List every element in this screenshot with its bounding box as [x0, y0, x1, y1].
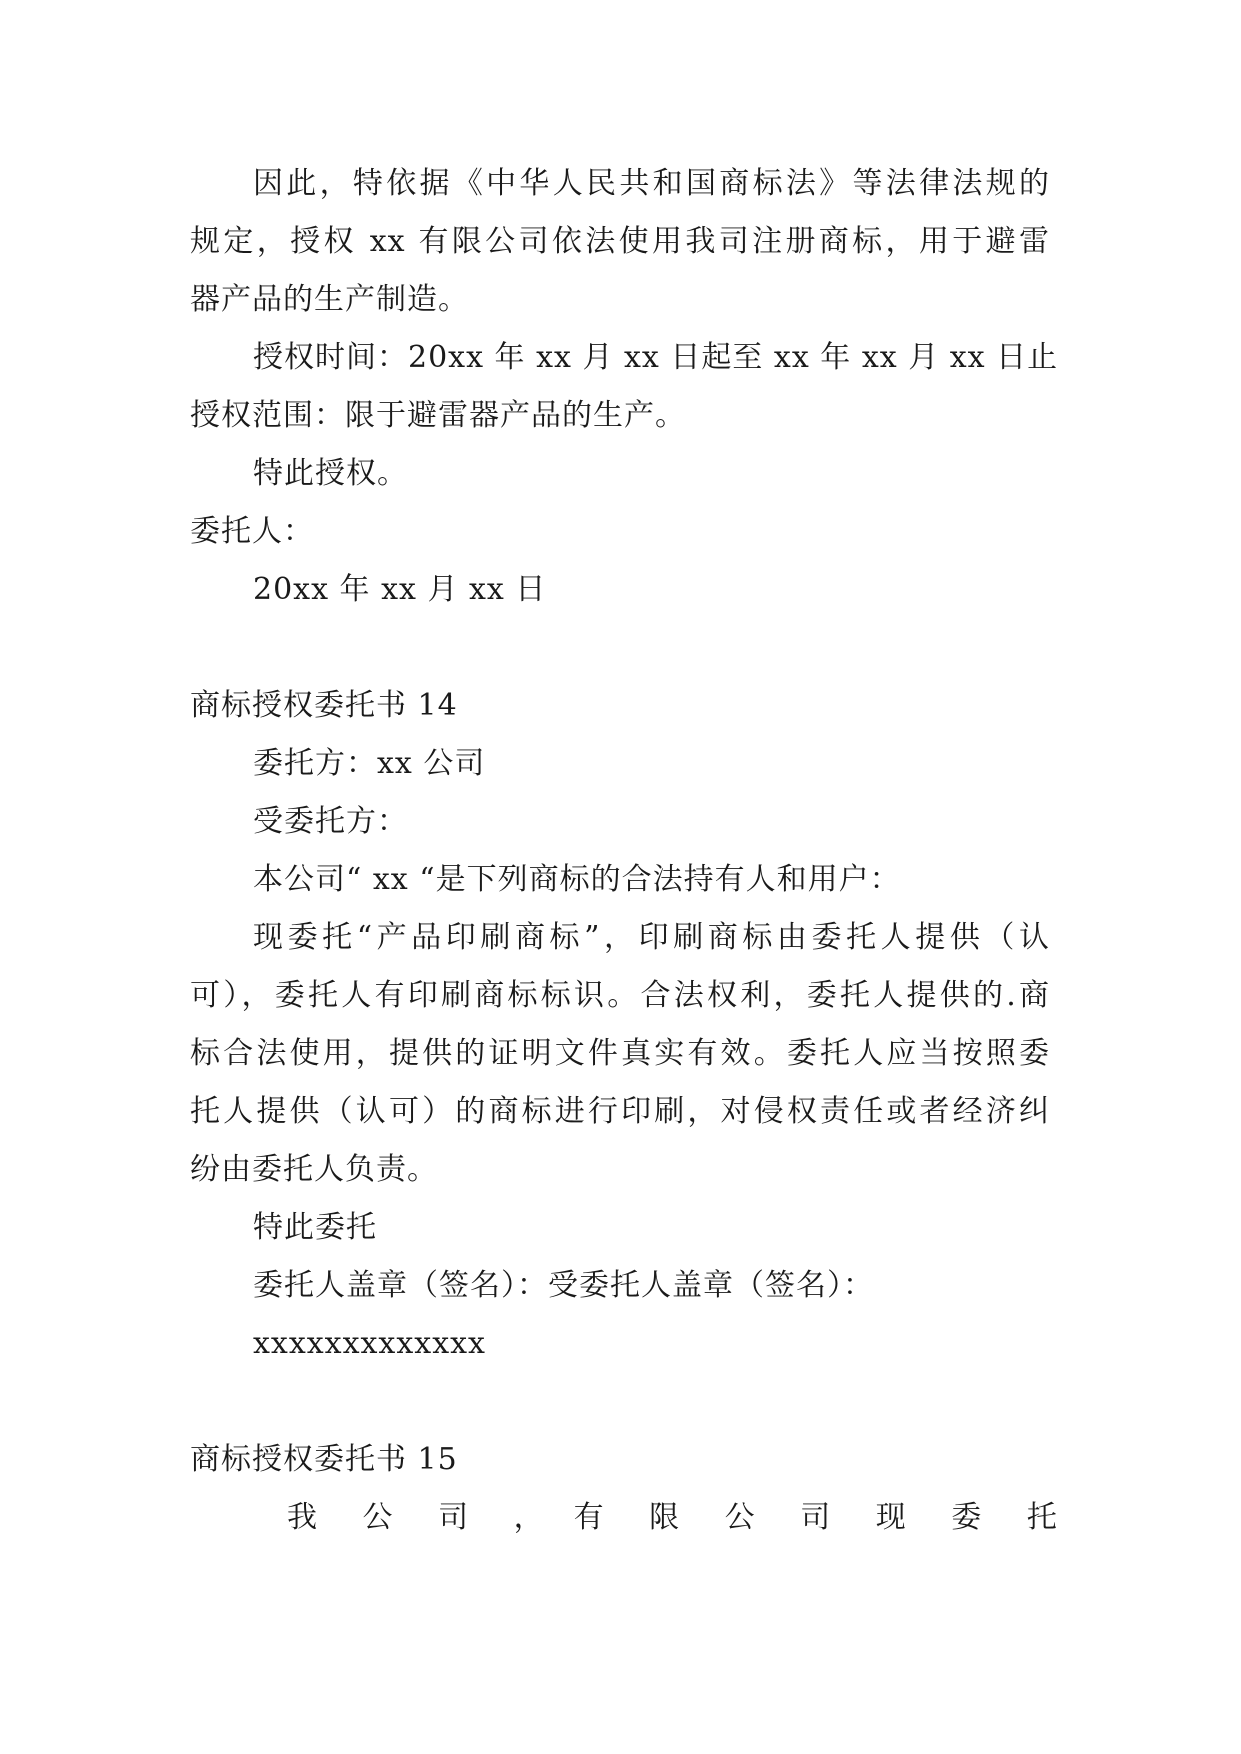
authorization-scope: 授权范围：限于避雷器产品的生产。	[190, 398, 686, 433]
agent-party: 受委托方：	[253, 804, 408, 839]
line-end-text: 有 限 公 司 现 委 托	[573, 1500, 1075, 1535]
principal-party: 委托方：xx 公司	[253, 746, 486, 781]
fill-in-line	[287, 1489, 1075, 1547]
closing-statement: 特此委托	[253, 1210, 377, 1245]
paragraph-line: 标合法使用，提供的证明文件真实有效。委托人应当按照委	[190, 1036, 1050, 1071]
paragraph-line: 可），委托人有印刷商标标识。合法权利，委托人提供的.商	[190, 978, 1050, 1013]
paragraph-line: 托人提供（认可）的商标进行印刷，对侵权责任或者经济纠	[190, 1094, 1050, 1129]
paragraph-line: 纷由委托人负责。	[190, 1152, 438, 1187]
section-title: 商标授权委托书 15	[190, 1442, 458, 1477]
paragraph-line: 现委托“产品印刷商标”，印刷商标由委托人提供（认	[253, 920, 1050, 955]
section-title: 商标授权委托书 14	[190, 688, 458, 723]
ownership-statement: 本公司“ xx “是下列商标的合法持有人和用户：	[253, 862, 901, 897]
signature-line: 委托人盖章（签名）：受委托人盖章（签名）：	[253, 1268, 874, 1303]
paragraph-line: 规定，授权 xx 有限公司依法使用我司注册商标，用于避雷	[190, 224, 1050, 259]
line-start-text: 我 公 司 ，	[287, 1500, 562, 1535]
paragraph-line: 因此，特依据《中华人民共和国商标法》等法律法规的	[253, 166, 1050, 201]
paragraph-line: 器产品的生产制造。	[190, 282, 469, 317]
authorization-time: 授权时间：20xx 年 xx 月 xx 日起至 xx 年 xx 月 xx 日止	[253, 340, 1059, 375]
principal-label: 委托人：	[190, 514, 314, 549]
date-line: 20xx 年 xx 月 xx 日	[253, 572, 547, 607]
placeholder-line: xxxxxxxxxxxxx	[253, 1326, 486, 1361]
closing-statement: 特此授权。	[253, 456, 408, 491]
